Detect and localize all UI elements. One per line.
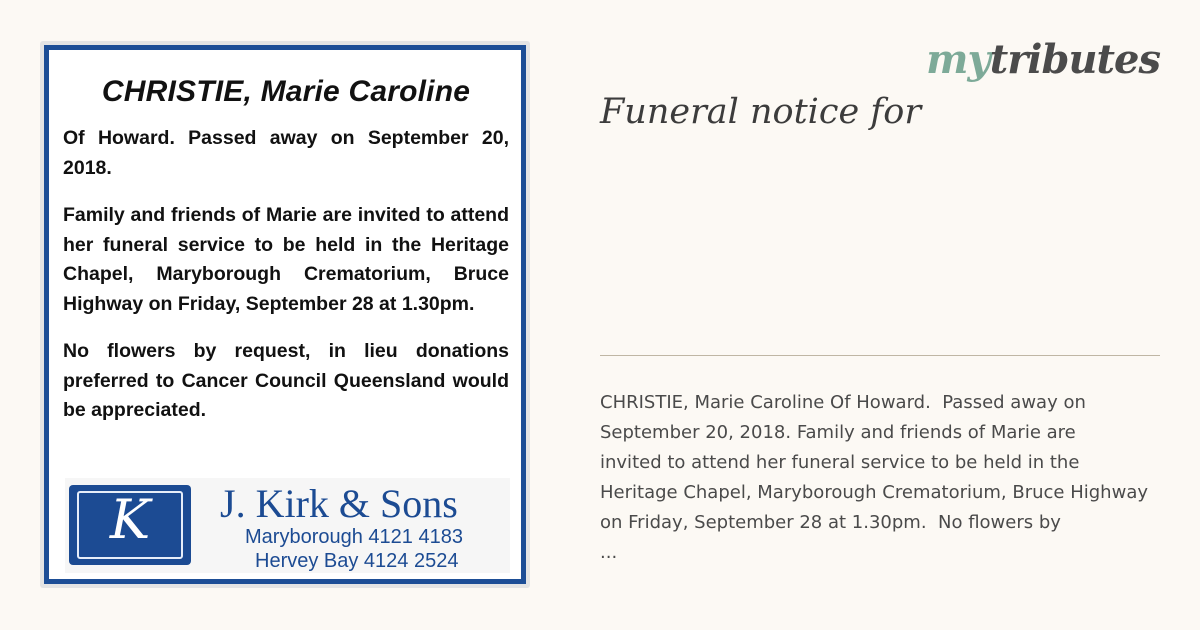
notice-card [44,45,526,584]
notice-paragraph: Family and friends of Marie are invited to attend her funeral service to be held in the Heritage Chapel, Maryborough Crematorium, Bruce Highway on Friday, September 28 at 1.30pm. [63,204,509,315]
mytributes-logo[interactable] [926,36,1160,84]
notice-paragraph: Of Howard. Passed away on September 20, 2018. [63,127,509,179]
funeral-director-phone: Maryborough 4121 4183 [245,526,463,548]
excerpt-line: on Friday, September 28 at 1.30pm. No flowers by [600,512,1061,533]
funeral-director-logo [69,485,191,565]
notice-title: CHRISTIE, Marie Caroline [101,75,471,108]
notice-paragraph: No flowers by request, in lieu donations preferred to Cancer Council Queensland would be appreciated. [63,340,509,421]
page-heading: Funeral notice for [600,92,922,132]
logo-letter: K [109,488,151,551]
logo-part-tributes: tributes [989,36,1160,83]
funeral-director-ad [65,478,510,573]
logo-part-my: my [926,36,990,83]
notice-image [40,41,530,588]
excerpt-line: ... [600,542,618,563]
excerpt-line: Heritage Chapel, Maryborough Crematorium, Bruce Highway [600,482,1148,503]
excerpt-line: invited to attend her funeral service to be held in the [600,452,1080,473]
divider [600,355,1160,356]
excerpt-line: CHRISTIE, Marie Caroline Of Howard. Passed away on [600,392,1086,413]
funeral-director-phone: Hervey Bay 4124 2524 [255,550,459,572]
funeral-director-name: J. Kirk & Sons [220,481,458,526]
excerpt-line: September 20, 2018. Family and friends of Marie are [600,422,1076,443]
notice-excerpt [600,388,1200,568]
